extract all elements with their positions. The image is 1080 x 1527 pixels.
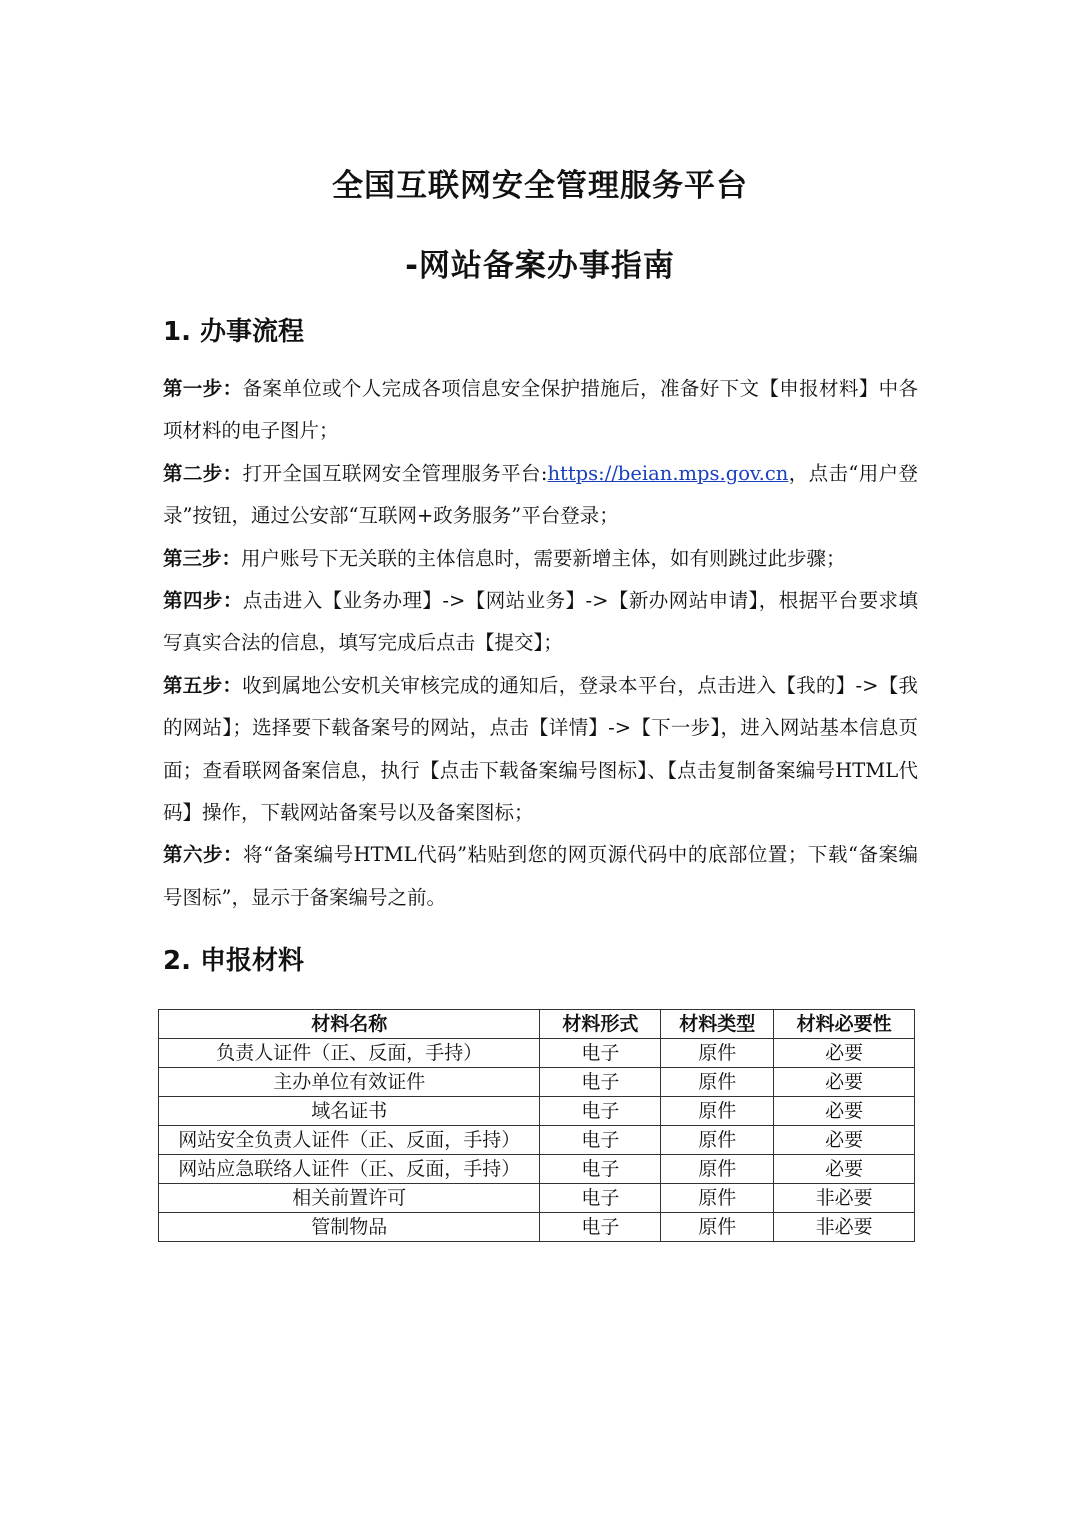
cell-material-necessity: 必要	[774, 1039, 915, 1068]
header-material-name: 材料名称	[159, 1010, 540, 1039]
platform-link[interactable]: https://beian.mps.gov.cn	[547, 461, 789, 485]
table-row	[159, 1155, 915, 1184]
step-text: 备案单位或个人完成各项信息安全保护措施后，准备好下文【申报材料】中各项材料的电子图片；	[163, 377, 918, 443]
cell-material-name: 管制物品	[159, 1213, 540, 1242]
step-6	[163, 834, 918, 919]
step-text: 点击进入【业务办理】->【网站业务】->【新办网站申请】，根据平台要求填写真实合法的信息，填写完成后点击【提交】；	[163, 589, 918, 655]
document-title: 全国互联网安全管理服务平台	[332, 168, 748, 204]
step-label: 第二步：	[163, 461, 243, 485]
step-label: 第五步：	[163, 673, 243, 697]
table-row	[159, 1126, 915, 1155]
cell-material-necessity: 必要	[774, 1126, 915, 1155]
materials-table	[158, 1009, 915, 1242]
cell-material-necessity: 必要	[774, 1155, 915, 1184]
step-label: 第四步：	[163, 589, 243, 613]
cell-material-type: 原件	[661, 1068, 774, 1097]
cell-material-name: 相关前置许可	[159, 1184, 540, 1213]
cell-material-type: 原件	[661, 1126, 774, 1155]
cell-material-necessity: 非必要	[774, 1184, 915, 1213]
step-label: 第一步：	[163, 377, 243, 400]
cell-material-type: 原件	[661, 1097, 774, 1126]
header-material-necessity: 材料必要性	[774, 1010, 915, 1039]
cell-material-name: 主办单位有效证件	[159, 1068, 540, 1097]
cell-material-form: 电子	[540, 1184, 661, 1213]
header-material-form: 材料形式	[540, 1010, 661, 1039]
cell-material-type: 原件	[661, 1155, 774, 1184]
step-2	[163, 453, 918, 538]
step-5	[163, 665, 918, 835]
step-label: 第六步：	[163, 843, 244, 867]
cell-material-form: 电子	[540, 1097, 661, 1126]
step-text: 用户账号下无关联的主体信息时，需要新增主体，如有则跳过此步骤；	[241, 546, 846, 570]
header-material-type: 材料类型	[661, 1010, 774, 1039]
section-heading-process: 1. 办事流程	[163, 317, 305, 347]
table-row	[159, 1068, 915, 1097]
document-subtitle: -网站备案办事指南	[405, 248, 675, 284]
table-row	[159, 1213, 915, 1242]
step-text: 打开全国互联网安全管理服务平台:	[242, 461, 548, 485]
table-row	[159, 1039, 915, 1068]
table-row	[159, 1097, 915, 1126]
step-1	[163, 368, 918, 453]
step-3	[163, 538, 918, 580]
cell-material-form: 电子	[540, 1155, 661, 1184]
cell-material-necessity: 非必要	[774, 1213, 915, 1242]
step-4	[163, 580, 918, 665]
step-text: ，点击“用户登录”按钮，通过公安部“互联网+政务服务”平台登录；	[163, 461, 918, 528]
cell-material-type: 原件	[661, 1213, 774, 1242]
cell-material-necessity: 必要	[774, 1068, 915, 1097]
cell-material-name: 网站安全负责人证件（正、反面，手持）	[159, 1126, 540, 1155]
cell-material-type: 原件	[661, 1184, 774, 1213]
table-header-row	[159, 1010, 915, 1039]
cell-material-name: 网站应急联络人证件（正、反面，手持）	[159, 1155, 540, 1184]
table-row	[159, 1184, 915, 1213]
section-heading-materials: 2. 申报材料	[163, 946, 305, 976]
cell-material-necessity: 必要	[774, 1097, 915, 1126]
cell-material-form: 电子	[540, 1126, 661, 1155]
step-text: 收到属地公安机关审核完成的通知后，登录本平台，点击进入【我的】->【我的网站】；选择要下载备案号的网站，点击【详情】->【下一步】，进入网站基本信息页面；查看联网备案信息，执行【点击下载备案编号图标】、【点击复制备案编号HTML代码】操作，下载网站备案号以及备案图标；	[163, 673, 918, 825]
step-text: 将“备案编号HTML代码”粘贴到您的网页源代码中的底部位置；下载“备案编号图标”，显示于备案编号之前。	[163, 843, 918, 909]
cell-material-name: 域名证书	[159, 1097, 540, 1126]
cell-material-name: 负责人证件（正、反面，手持）	[159, 1039, 540, 1068]
cell-material-form: 电子	[540, 1213, 661, 1242]
step-label: 第三步：	[163, 546, 242, 570]
cell-material-type: 原件	[661, 1039, 774, 1068]
cell-material-form: 电子	[540, 1068, 661, 1097]
process-steps	[163, 368, 918, 919]
cell-material-form: 电子	[540, 1039, 661, 1068]
